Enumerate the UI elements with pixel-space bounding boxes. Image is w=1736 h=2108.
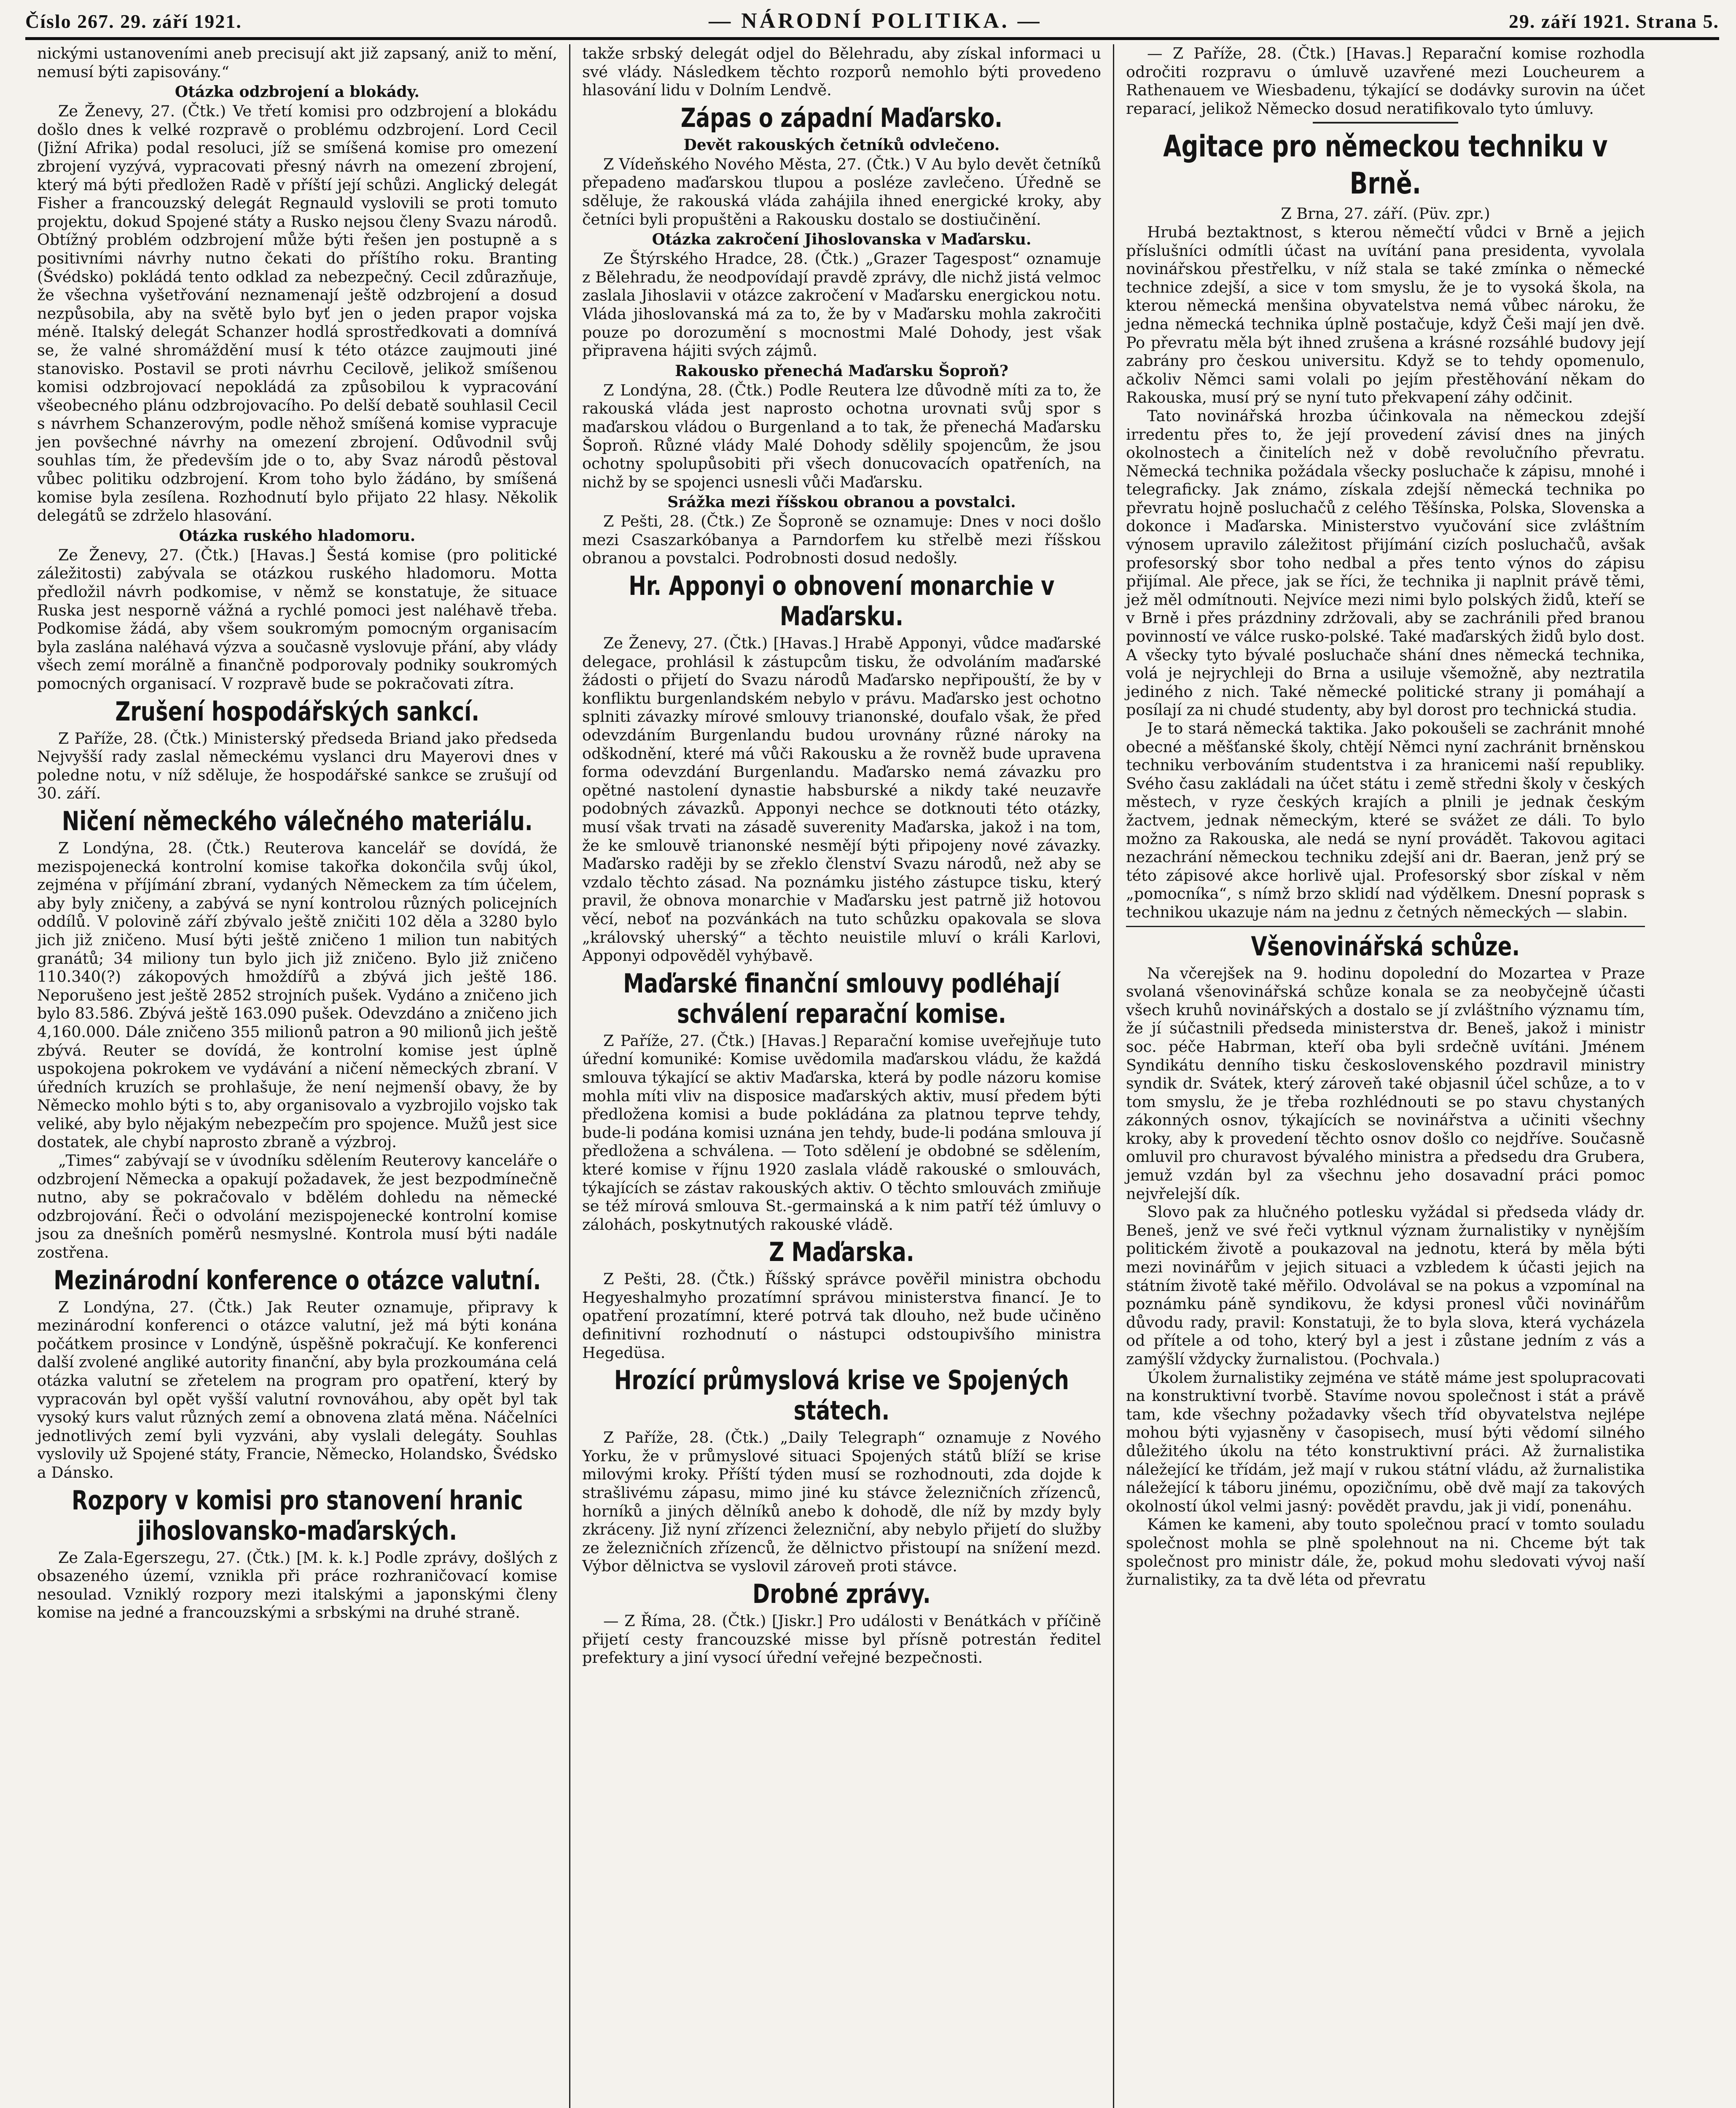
article-paragraph: Kámen ke kameni, aby touto společnou prací v tomto souladu společnost mohla se plně spolehnout na ni. Chceme být tak společnost pro ministr dále, že, pokud mohu sledovati vývoj naší žurnalistiky, za ta dvě léta od převratu bbox=[1126, 1515, 1645, 1589]
article-paragraph: Je to stará německá taktika. Jako pokoušeli se zachránit mnohé obecné a měšťanské školy, chtějí Němci nyní zachránit brněnskou techniku verbováním studentstva i za hranicemi naší republiky. Svého času zakládali na účet státu i země středni školy v českých městech, v ryze českých krajích a plnili je jednak českým žactvem, jednak německým, které se svážet ze dáli. To bylo možno za Rakouska, ale nedá se nyní provádět. Takovou agitaci nezachrání německou techniku zdejší ani dr. Baeran, jenž prý se této zápisové akce horlivě ujal. Profesorský sbor získal v něm „pomocníka“, s nímž brzo sklidí nad výdělkem. Dnesní poprask s technikou ukazuje nám na jednu z četných německých — slabin. bbox=[1126, 719, 1645, 921]
masthead-issue-date: Číslo 267. 29. září 1921. bbox=[25, 11, 242, 32]
article-paragraph: Ze Ženevy, 27. (Čtk.) [Havas.] Hrabě Apponyi, vůdce maďarské delegace, prohlásil k zástupcům tisku, že odvoláním maďarské žádosti o přijetí do Svazu národů Maďarsko nepřipouští, že by v konfliktu burgenlandském nebylo v právu. Maďarsko jest ochotno splniti závazky mírové smlouvy trianonské, doufalo však, že před odevzdáním Burgenlandu budou urovnány různé nároky na odškodnění, které má vůči Rakousku a že rovněž bude upravena forma odevzdání Burgenlandu. Maďarsko nemá závazku pro opětné nastolení dynastie habsburské a nikdy také neuzavře podobných závazků. Apponyi nechce se dotknouti této otázky, musí však trvati na zásadě suverenity Maďarska, jakož i na tom, že ke smlouvě trianonské nesmějí býti připojeny nové závazky. Maďarsko raději by se zřeklo členství Svazu národů, než aby se vzdalo těchto zásad. Na poznámku jistého zástupce tisku, který pravil, že obnova monarchie v Maďarsku jest patrně již hotovou věcí, neboť na pozvánkách na tuto schůzku opakovala se slova „královský uherský“ a těchto neuistile mluví o králi Karlovi, Apponyi odpověděl vyhýbavě. bbox=[582, 634, 1101, 965]
article-paragraph: Slovo pak za hlučného potlesku vyžádal si předseda vlády dr. Beneš, jenž ve své řeči vytknul význam žurnalistiky v nynějším politickém životě a poukazoval na jednotu, která by měla býti mezi novinářům v jejich situaci a vzbledem k účasti jejich na státním životě také měřilo. Odvolával se na pokus a vzpomínal na poznámku páně syndikovu, že kdysi pronesl vůči novinářům důvodu rady, pravil: Konstatuji, že to byla slova, která vycházela od přítele a od toho, který byl a jest i zůstane jedním z vás a zamýšlí vždycky žurnalistou. (Pochvala.) bbox=[1126, 1203, 1645, 1368]
masthead-date-page: 29. září 1921. Strana 5. bbox=[1508, 11, 1719, 32]
subheading-sopron: Rakousko přenechá Maďarsku Šoproň? bbox=[675, 362, 1008, 380]
columns bbox=[25, 44, 1719, 2108]
article-continuation: nickými ustanoveními aneb precisují akt již zapsaný, aniž to mění, nemusí býti zapisovány.“ bbox=[37, 44, 557, 81]
article-paragraph: Ze Zala-Egerszegu, 27. (Čtk.) [M. k. k.] Podle zprávy, došlých z obsazeného území, vznikla při práce rozhraničovací komise nesoulad. Vzniklý rozpory mezi italskými a japonskými členy komise na jedné a francouzskými a srbskými na druhé straně. bbox=[37, 1548, 557, 1622]
article-paragraph: Z Londýna, 28. (Čtk.) Podle Reutera lze důvodně míti za to, že rakouská vláda jest naprosto ochotna urovnati svůj spor s maďarskou vládou o Burgenland a to tak, že přenechá Maďarsku Šoproň. Různé vlády Malé Dohody sdělily spojencům, že jsou ochotny spolupůsobiti při všech donucovacích opatřeních, na nichž by se spojenci usnesli vůči Maďarsku. bbox=[582, 381, 1101, 491]
headline-apponyi: Hr. Apponyi o obnovení monarchie v Maďarsku. bbox=[629, 570, 1055, 632]
article-paragraph: Ze Ženevy, 27. (Čtk.) [Havas.] Šestá komise (pro politické záležitosti) zabývala se otázkou ruského hladomoru. Motta předložil návrh podkomise, v němž se konstatuje, že situace Ruska jest nesporně vážná a rychlé pomoci jest naléhavě třeba. Podkomise žádá, aby všem soukromým pomocným organisacím byla zaslána naléhavá výzva a současně vyslovuje přání, aby vlády všech zemí morálně a finančně podporovaly podniky soukromých pomocných organisací. V rozpravě bude se pokračovati zítra. bbox=[37, 546, 557, 693]
article-paragraph: Z Pešti, 28. (Čtk.) Říšský správce pověřil ministra obchodu Hegyeshalmyho prozatímní správou ministerstva financí. Je to opatření prozatímní, které potrvá tak dlouho, než bude učiněno definitivní rozhodnutí o nástupci odstoupivšího ministra Hegedüsa. bbox=[582, 1270, 1101, 1362]
column-2 bbox=[569, 44, 1113, 2108]
headline-sanctions: Zrušení hospodářských sankcí. bbox=[115, 696, 479, 727]
article-paragraph: Z Vídeňského Nového Města, 27. (Čtk.) V Au bylo devět četníků přepadeno maďarskou tlupou a posléze zavlečeno. Úředně se sděluje, že rakouská vláda zahájila ihned energické kroky, aby četníci byli propuštěni a Rakousku dostalo se dostiučinění. bbox=[582, 155, 1101, 229]
subheading-russian-famine: Otázka ruského hladomoru. bbox=[179, 527, 416, 545]
column-3 bbox=[1113, 44, 1657, 2108]
subheading-gendarmes: Devět rakouských četníků odvlečeno. bbox=[683, 136, 1000, 154]
article-paragraph: Tato novinářská hrozba účinkovala na německou zdejší irredentu přes to, že její provedení závisí dnes na jiných okolnostech a činitelích než v době revolučního převratu. Německá technika požádala všecky posluchače k zápisu, mnohé i telegraficky. Jak známo, získala zdejší německá technika po převratu hojně posluchačů z celého Těšínska, Polska, Slovenska a dokonce i Maďarska. Ministerstvo vyučování sice zvláštním výnosem upravilo záležitost přijímání cizích posluchačů, avšak profesorský sbor toho nedbal a přes tento výnos do zápisu přijímal. Ale přece, jak se říci, že technika ji naplnit právě těmi, jež měl odmítnouti. Nejvíce mezi nimi bylo polských židů, kteří se v Brně i přes prázdniny zdržovali, aby se zachránili před branou povinností ve válce rusko-polské. Také maďarských židů bylo dost. A všecky tyto bývalé posluchače shání dnes německá technika, volá je nejrychleji do Brna a usiluje všemožně, aby neztratila jediného z nich. Také německé politické strany ji pomáhají a posílají za ni chudé studenty, aby byl dorost pro technická studia. bbox=[1126, 406, 1645, 719]
article-paragraph: Ze Ženevy, 27. (Čtk.) Ve třetí komisi pro odzbrojení a blokádu došlo dnes k velké rozpravě o problému odzbrojení. Lord Cecil (Jižní Afrika) podal resoluci, jíž se smíšená komise pro omezení zbrojení vyzývá, vypracovati přesný návrh na omezení zbrojení, který má býti předložen Radě v příští její schůzi. Anglický delegát Fisher a francouzský delegát Regnauld vyslovili se proti tomuto projektu, dokud Spojené státy a Rusko nejsou členy Svazu národů. Obtížný problém odzbrojení může býti řešen jen postupně a s positivními návrhy nutno čekati do příštího roku. Branting (Švédsko) pokládá tento odklad za nebezpečný. Cecil zdůrazňuje, že všechna vyšetřování neznamenají ještě odzbrojení a dosud nezpůsobila, aby na světě bylo byť jen o jeden prapor vojska méně. Italský delegát Schanzer hodlá sprostředkovati a domnívá se, že valné shromáždění musí k této otázce zaujmouti jiné stanovisko. Postavil se proti návrhu Cecilově, jelikož smíšenou komisi odzbrojovací nepokládá za způsobilou k vypracování všeobecného plánu odzbrojovacího. Po delší debatě souhlasil Cecil s návrhem Schanzerovým, podle něhož smíšená komise vypracuje jen povšechné návrhy na omezení zbrojení. Odůvodnil svůj souhlas tím, že především jde o to, aby Svaz národů pěstoval vůbec politiku odzbrojení. Krom toho bylo žádáno, by smíšená komise byla zesílena. Rozhodnutí bylo přijato 22 hlasy. Několik delegátů se zdrželo hlasování. bbox=[37, 102, 557, 525]
article-paragraph: Na včerejšek na 9. hodinu dopolední do Mozartea v Praze svolaná všenovinářská schůze konala se za neobyčejně účasti všech kruhů novinářských a dostalo se jí zvláštního významu tím, že jí súčastnili předseda ministerstva dr. Beneš, jakož i ministr soc. péče Habrman, kteří oba byli srdečně uvítáni. Jménem Syndikátu denního tisku československého pozdravil ministry syndik dr. Svátek, který zároveň také objasnil účel schůze, a to v tom smyslu, že je třeba rozhlédnouti se po stavu chystaných zákonných osnov, týkajících se novinářstva a učiniti všechny kroky, aby k provedení těchto osnov došlo co nejdříve. Současně omluvil pro churavost bývalého ministra a předsedu dra Grubera, jemuž vzdán byl za všechnu jeho dosavadní práci pomoc nejvřelejší dík. bbox=[1126, 964, 1645, 1203]
article-paragraph: Ze Štýrského Hradce, 28. (Čtk.) „Grazer Tagespost“ oznamuje z Bělehradu, že neodpovídají pravdě zprávy, dle nichž jistá velmoc zaslala Jihoslavii v otázce zakročení v Maďarsku energickou notu. Vláda jihoslovanská má za to, že by v Maďarsku mohla zakročiti pouze po dorozumění s mocnostmi Malé Dohody, jest však připravena hájiti svých zájmů. bbox=[582, 250, 1101, 360]
headline-currency-conference: Mezinárodní konference o otázce valutní. bbox=[53, 1264, 541, 1296]
subheading-clash: Srážka mezi říšskou obranou a povstalci. bbox=[667, 493, 1016, 511]
article-continuation: takže srbský delegát odjel do Bělehradu, aby získal informaci u své vlády. Následkem těchto rozporů nemohlo býti provedeno hlasování lidu v Dolním Lendvě. bbox=[582, 44, 1101, 99]
headline-war-material: Ničení německého válečného materiálu. bbox=[62, 805, 533, 836]
headline-industrial-crisis: Hrozící průmyslová krise ve Spojených státech. bbox=[614, 1365, 1069, 1426]
masthead bbox=[25, 8, 1719, 40]
separator-rule bbox=[1313, 122, 1458, 124]
article-paragraph: Z Paříže, 27. (Čtk.) [Havas.] Reparační komise uveřejňuje tuto úřední komuniké: Komise uvědomila maďarskou vládu, že každá smlouva týkající se aktiv Maďarska, která by podle názoru komise mohla míti vliv na disposice maďarských aktiv, musí předem býti předložena komisi a bude pokládána za platnou teprve tehdy, bude-li podána komisi uznána jen tehdy, bude-li podána smlouva jí předložena a schválena. — Toto sdělení je obdobné se sdělením, které komise v říjnu 1920 zaslala vládě rakouské o smlouvách, týkajících se zástav rakouských aktiv. O těchto smlouvách zmiňuje se též mírová smlouva St.-germainská a k nim patří též úmluvy o zálohách, poskytnutých rakouské vládě. bbox=[582, 1031, 1101, 1234]
article-paragraph: — Z Říma, 28. (Čtk.) [Jiskr.] Pro události v Benátkách v příčině přijetí cesty francouzské misse byl přísně potrestán ředitel prefektury a jiní vysocí úřední veřejné bezpečnosti. bbox=[582, 1612, 1101, 1667]
masthead-title: — NÁRODNÍ POLITIKA. — bbox=[709, 9, 1042, 33]
subheading-yugoslavia: Otázka zakročení Jihoslovanska v Maďarsku. bbox=[652, 231, 1032, 249]
headline-german-technique: Agitace pro německou techniku v Brně. bbox=[1163, 129, 1608, 201]
headline-journalists-meeting: Všenovinářská schůze. bbox=[1251, 930, 1520, 962]
article-paragraph: Hrubá beztaktnost, s kterou němečtí vůdci v Brně a jejich příslušníci odmítli účast na uvítání pana presidenta, vyvolala novinářskou přestřelku, v níž stala se také zmínka o německé technice zdejší, a sice v tom smyslu, že je to vysoká škola, na kterou německá menšina obyvatelstva nemá vůbec nároku, že jedna německá technika úplně postačuje, když Češi mají jen dvě. Po převratu měla být ihned zrušena a krásné rozsáhlé budovy její zabrány pro českou universitu. Když se to tehdy opomenulo, ačkoliv Němci sami volali po jejím přestěhování někam do Rakouska, musí prý se nyní tuto překvapení záhy odčinit. bbox=[1126, 223, 1645, 407]
separator-rule bbox=[1126, 926, 1645, 927]
article-paragraph: Z Londýna, 28. (Čtk.) Reuterova kancelář se dovídá, že mezispojenecká kontrolní komise takořka dokončila svůj úkol, zejména v příjímání zbraní, vydaných Německem za tím účelem, aby byly zničeny, a zabývá se nyní kontrolou různých policejních oddílů. V polovině září zbývalo ještě zničiti 102 děla a 3280 bylo jich již zničeno. Musí býti ještě zničeno 1 milion tun nabitých granátů; 34 miliony tun bylo jich již zničeno. Bylo již zničeno 110.340(?) zákopových hmoždířů a zbývá jich ještě 186. Neporušeno jest ještě 2852 strojních pušek. Vydáno a zničeno jich bylo 83.586. Zbývá ještě 163.090 pušek. Odevzdáno a zničeno jich 4,160.000. Dále zničeno 355 milionů patron a 90 milionů jich ještě zbývá. Reuter se dovídá, že kontrolní komise jest úplně uspokojena pokrokem ve vydávání a ničení německých zbraní. V úředních kruzích se prohlašuje, že není nejmenší obavy, že by Německo mohlo býti s to, aby organisovalo a vyzbrojilo vojsko tak veliké, aby bylo nějakým nebezpečím pro spojence. Mužů jest sice dostatek, ale chybí naprosto zbraně a výzbroj. bbox=[37, 839, 557, 1151]
article-paragraph: Z Pešti, 28. (Čtk.) Ze Šoproně se oznamuje: Dnes v noci došlo mezi Csaszarkóbanya a Parndorfem ku střelbě mezi říšskou obranou a povstalci. Podrobnosti dosud nedošly. bbox=[582, 512, 1101, 567]
dateline: Z Brna, 27. září. (Püv. zpr.) bbox=[1281, 204, 1490, 223]
headline-border-commission: Rozpory v komisi pro stanovení hranic jihoslovansko-maďarských. bbox=[71, 1484, 523, 1546]
column-1 bbox=[25, 44, 569, 2108]
article-paragraph: Z Paříže, 28. (Čtk.) „Daily Telegraph“ oznamuje z Nového Yorku, že v průmyslové situaci Spojených států blíží se krise milovými kroky. Příští týden musí se rozhodnouti, zda dojde k strašlivému zápasu, mimo jiné ku stávce železničních zřízenců, horníků a jiných dělníků anebo k dohodě, dle níž by mzdy byly zkráceny. Již nyní zřízenci železniční, aby nebylo přijetí do služby ze železničních zřízenců, že dělnictvo přistoupí na snížení mezd. Výbor dělnictva se vyslovil zároveň proti stávce. bbox=[582, 1428, 1101, 1576]
article-paragraph: Z Paříže, 28. (Čtk.) Ministerský předseda Briand jako předseda Nejvyšší rady zaslal německému vyslanci dru Mayerovi dnes v poledne notu, v níž sděluje, že hospodářské sankce se zrušují od 30. září. bbox=[37, 729, 557, 803]
headline-finance-treaties: Maďarské finanční smlouvy podléhají schválení reparační komise. bbox=[623, 968, 1060, 1029]
subheading-disarmament: Otázka odzbrojení a blokády. bbox=[175, 83, 420, 101]
headline-short-news: Drobné zprávy. bbox=[752, 1578, 931, 1609]
article-paragraph: „Times“ zabývají se v úvodníku sdělením Reuterovy kanceláře o odzbrojení Německa a opakují požadavek, že jest bezpodmínečně nutno, aby se pokračovalo v bdělém dohledu na německé odzbrojování. Řeči o odvolání mezispojenecké kontrolní komise jsou za dnešních poměrů nesmyslné. Kontrola musí býti nadále zostřena. bbox=[37, 1151, 557, 1262]
article-paragraph: — Z Paříže, 28. (Čtk.) [Havas.] Reparační komise rozhodla odročiti rozpravu o úmluvě uzavřené mezi Loucheurem a Rathenauem ve Wiesbadenu, týkající se dodávky surovin na účet reparací, jelikož Německo dosud neratifikovalo tyto úmluvy. bbox=[1126, 44, 1645, 118]
article-paragraph: Z Londýna, 27. (Čtk.) Jak Reuter oznamuje, připravy k mezinárodní konferenci o otázce valutní, jež má býti konána počátkem prosince v Londýně, úspěšně pokračují. Ke konferenci další zvolené angliké autority finanční, aby byla prozkoumána celá otázka valutní se zřetelem na program pro opatření, který by vypracován byl opět vyšší valutní rovnováhou, aby opět byl tak vysoký kurs valut různých zemí a obnovena zlatá měna. Náčelníci jednotlivých zemí byli vyzváni, aby vyslali delegáty. Souhlas vyslovily už Spojené státy, Francie, Německo, Holandsko, Švédsko a Dánsko. bbox=[37, 1298, 557, 1482]
headline-from-hungary: Z Maďarska. bbox=[769, 1237, 914, 1268]
headline-western-hungary: Zápas o západní Maďarsko. bbox=[680, 102, 1003, 133]
article-paragraph: Úkolem žurnalistiky zejména ve státě máme jest spolupracovati na konstruktivní tvorbě. Stavíme novou společnost i stát a právě tam, kde všechny požadavky všech tříd obyvatelstva nejlépe mohou býti vyjasněny v časopisech, musí býti vědomí silného důležitého úkolu na této konstruktivní práci. Až žurnalistika náležející ke třídám, jež mají v rukou státní vládu, až žurnalistika náležející k táboru jinému, opozičnímu, obě dvě mají za takových okolností úkol velmi jasný: povědět pravdu, jak ji vidí, ponenáhu. bbox=[1126, 1368, 1645, 1515]
